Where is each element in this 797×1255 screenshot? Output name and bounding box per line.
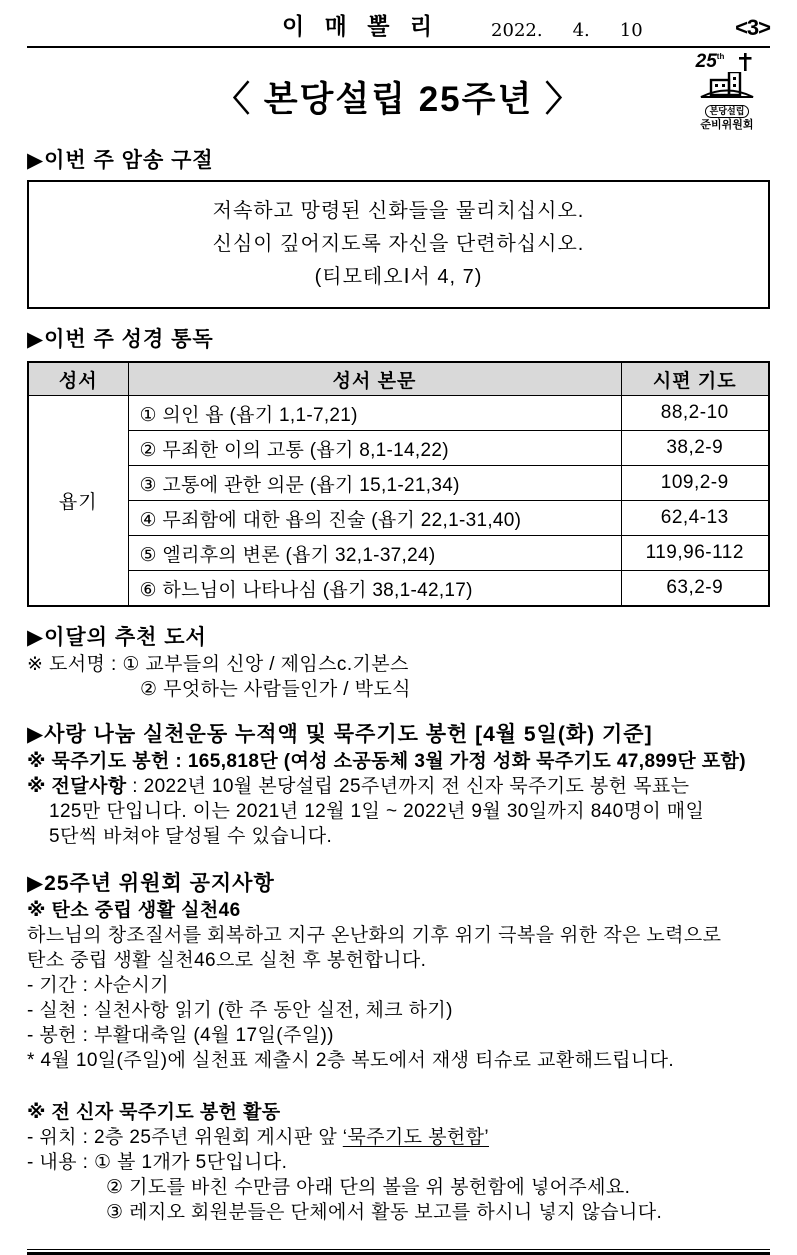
table-row	[28, 571, 769, 607]
rosary-offering-heading: ▶사랑 나눔 실천운동 누적액 및 묵주기도 봉헌 [4월 5일(화) 기준]	[27, 723, 653, 746]
offering-box-name: ‘묵주기도 봉헌함’	[342, 1127, 489, 1148]
rosary-notice-label: ※ 전달사항	[27, 776, 127, 797]
rosary-notice-cont: 5단씩 바쳐야 달성될 수 있습니다.	[49, 826, 333, 847]
psalm-ref: 119,96-112	[621, 536, 769, 571]
carbon-desc: 탄소 중립 생활 실천46으로 실천 후 봉헌합니다.	[27, 950, 427, 971]
bible-reading-heading: ▶이번 주 성경 통독	[27, 328, 214, 351]
rosary-activity-title: ※ 전 신자 묵주기도 봉헌 활동	[27, 1102, 281, 1123]
page-number: <3>	[735, 15, 770, 40]
church-building-icon	[699, 72, 755, 98]
issue-date-day: 10	[619, 20, 643, 41]
col-header-passage: 성서 본문	[128, 362, 621, 396]
issue-date-year: 2022.	[491, 20, 543, 41]
verse-line: 저속하고 망령된 신화들을 물리치십시오.	[212, 200, 585, 222]
rosary-notice-line	[27, 774, 770, 799]
bottom-rule	[27, 1249, 770, 1255]
psalm-ref: 38,2-9	[621, 431, 769, 466]
logo-label-2: 준비위원회	[700, 119, 754, 131]
passage-text: ③ 고통에 관한 의문 (욥기 15,1-21,34)	[128, 466, 621, 501]
book-name: 욥기	[28, 396, 128, 607]
logo-25th	[686, 52, 768, 72]
table-row	[28, 431, 769, 466]
passage-text: ⑤ 엘리후의 변론 (욥기 32,1-37,24)	[128, 536, 621, 571]
rosary-notice-cont: 125만 단입니다. 이는 2021년 12월 1일 ~ 2022년 9월 30일까지 840명이 매일	[49, 801, 705, 822]
col-header-psalm: 시편 기도	[621, 362, 769, 396]
book-item-1: ① 교부들의 신앙 / 제임스c.기본스	[122, 654, 409, 675]
page-header	[27, 8, 770, 48]
passage-text: ④ 무죄함에 대한 욥의 진술 (욥기 22,1-31,40)	[128, 501, 621, 536]
issue-date	[491, 20, 673, 41]
rosary-activity-content-3: ③ 레지오 회원분들은 단체에서 활동 보고를 하시니 넣지 않습니다.	[106, 1202, 663, 1223]
committee-notice-heading: ▶25주년 위원회 공지사항	[27, 872, 275, 895]
book-item	[27, 652, 770, 677]
carbon-practice: - 실천 : 실천사항 읽기 (한 주 동안 실전, 체크 하기)	[27, 1000, 453, 1021]
carbon-offering: - 봉헌 : 부활대축일 (4월 17일(주일))	[27, 1025, 334, 1046]
memory-verse-heading: ▶이번 주 암송 구절	[27, 149, 214, 172]
col-header-book: 성서	[28, 362, 128, 396]
issue-date-month: 4.	[572, 20, 590, 41]
carbon-note: * 4월 10일(주일)에 실천표 제출시 2층 복도에서 재생 티슈로 교환해드립니다.	[27, 1050, 675, 1071]
psalm-ref: 62,4-13	[621, 501, 769, 536]
book-label: ※ 도서명 :	[27, 654, 123, 675]
rosary-activity-location	[27, 1125, 770, 1150]
anniversary-logo	[686, 52, 768, 131]
table-header-row	[28, 362, 769, 396]
newsletter-title: 이 매 뽈 리	[282, 13, 440, 39]
location-prefix: - 위치 : 2층 25주년 위원회 게시판 앞	[27, 1127, 343, 1148]
table-row	[28, 536, 769, 571]
recommended-books-heading: ▶이달의 추천 도서	[27, 626, 207, 649]
verse-reference: (티모테오Ⅰ서 4, 7)	[314, 266, 483, 288]
psalm-ref: 88,2-10	[621, 396, 769, 431]
table-row	[28, 501, 769, 536]
memory-verse-box	[27, 180, 770, 309]
passage-text: ⑥ 하느님이 나타나심 (욥기 38,1-42,17)	[128, 571, 621, 607]
logo-sup: th	[716, 52, 725, 61]
bible-reading-table	[27, 361, 770, 607]
banner	[27, 50, 770, 140]
rosary-notice-text: : 2022년 10월 본당설립 25주년까지 전 신자 묵주기도 봉헌 목표는	[126, 776, 690, 797]
rosary-activity-content-1: - 내용 : ① 볼 1개가 5단입니다.	[27, 1152, 288, 1173]
bible-reading-table-wrap	[27, 361, 770, 607]
table-row	[28, 466, 769, 501]
passage-text: ① 의인 욥 (욥기 1,1-7,21)	[128, 396, 621, 431]
logo-label-1: 본당설립	[705, 105, 750, 118]
banner-title: 〈 본당설립 25주년 〉	[215, 80, 582, 119]
carbon-period: - 기간 : 사순시기	[27, 975, 169, 996]
carbon-desc: 하느님의 창조질서를 회복하고 지구 온난화의 기후 위기 극복을 위한 작은 노력으로	[27, 925, 722, 946]
psalm-ref: 63,2-9	[621, 571, 769, 607]
logo-number: 25	[695, 51, 717, 72]
rosary-total-line: ※ 묵주기도 봉헌 : 165,818단 (여성 소공동체 3월 가정 성화 묵주기도 47,899단 포함)	[27, 751, 747, 772]
rosary-activity-content-2: ② 기도를 바친 수만큼 아래 단의 볼을 위 봉헌함에 넣어주세요.	[106, 1177, 631, 1198]
book-item-2: ② 무엇하는 사람들인가 / 박도식	[140, 679, 411, 700]
passage-text: ② 무죄한 이의 고통 (욥기 8,1-14,22)	[128, 431, 621, 466]
church-cross-icon	[724, 52, 758, 72]
verse-line: 신심이 깊어지도록 자신을 단련하십시오.	[212, 233, 585, 255]
carbon-title: ※ 탄소 중립 생활 실천46	[27, 900, 241, 921]
table-row	[28, 396, 769, 431]
psalm-ref: 109,2-9	[621, 466, 769, 501]
